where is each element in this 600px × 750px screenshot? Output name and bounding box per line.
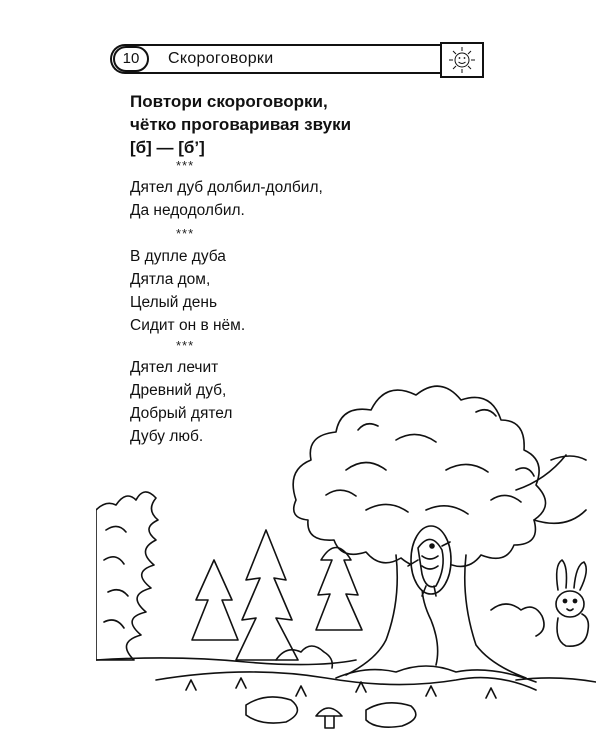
mushroom-icon (316, 708, 342, 728)
poem-line: Дубу люб. (130, 428, 204, 445)
heading-line-3: [б] — [б’] (130, 138, 205, 157)
oak-tree-icon (293, 386, 545, 682)
section-title: Скороговорки (168, 50, 274, 67)
spruce-tree-icon (96, 492, 158, 660)
poem-line: Дятел дуб долбил-долбил, (130, 179, 323, 196)
poem-line: Дятла дом, (130, 271, 211, 288)
instruction-heading (130, 90, 430, 159)
poem-2 (130, 245, 245, 337)
poem-separator: *** (176, 226, 195, 241)
smiling-sun-icon (440, 42, 484, 78)
poem-line: Целый день (130, 294, 218, 311)
poem-line: Дятел лечит (130, 359, 219, 376)
poem-line: Сидит он в нём. (130, 317, 246, 334)
poem-line: Да недодолбил. (130, 202, 245, 219)
poem-line: Добрый дятел (130, 405, 233, 422)
page-number: 10 (113, 46, 149, 72)
forest-illustration (96, 360, 596, 750)
heading-line-1: Повтори скороговорки, (130, 92, 328, 111)
poem-line: Древний дуб, (130, 382, 227, 399)
poem-separator: *** (176, 158, 195, 173)
poem-separator: *** (176, 338, 195, 353)
poem-line: В дупле дуба (130, 248, 226, 265)
hare-icon (556, 560, 588, 646)
heading-line-2: чётко проговаривая звуки (130, 115, 352, 134)
header-bar (110, 44, 440, 74)
poem-1 (130, 176, 323, 222)
